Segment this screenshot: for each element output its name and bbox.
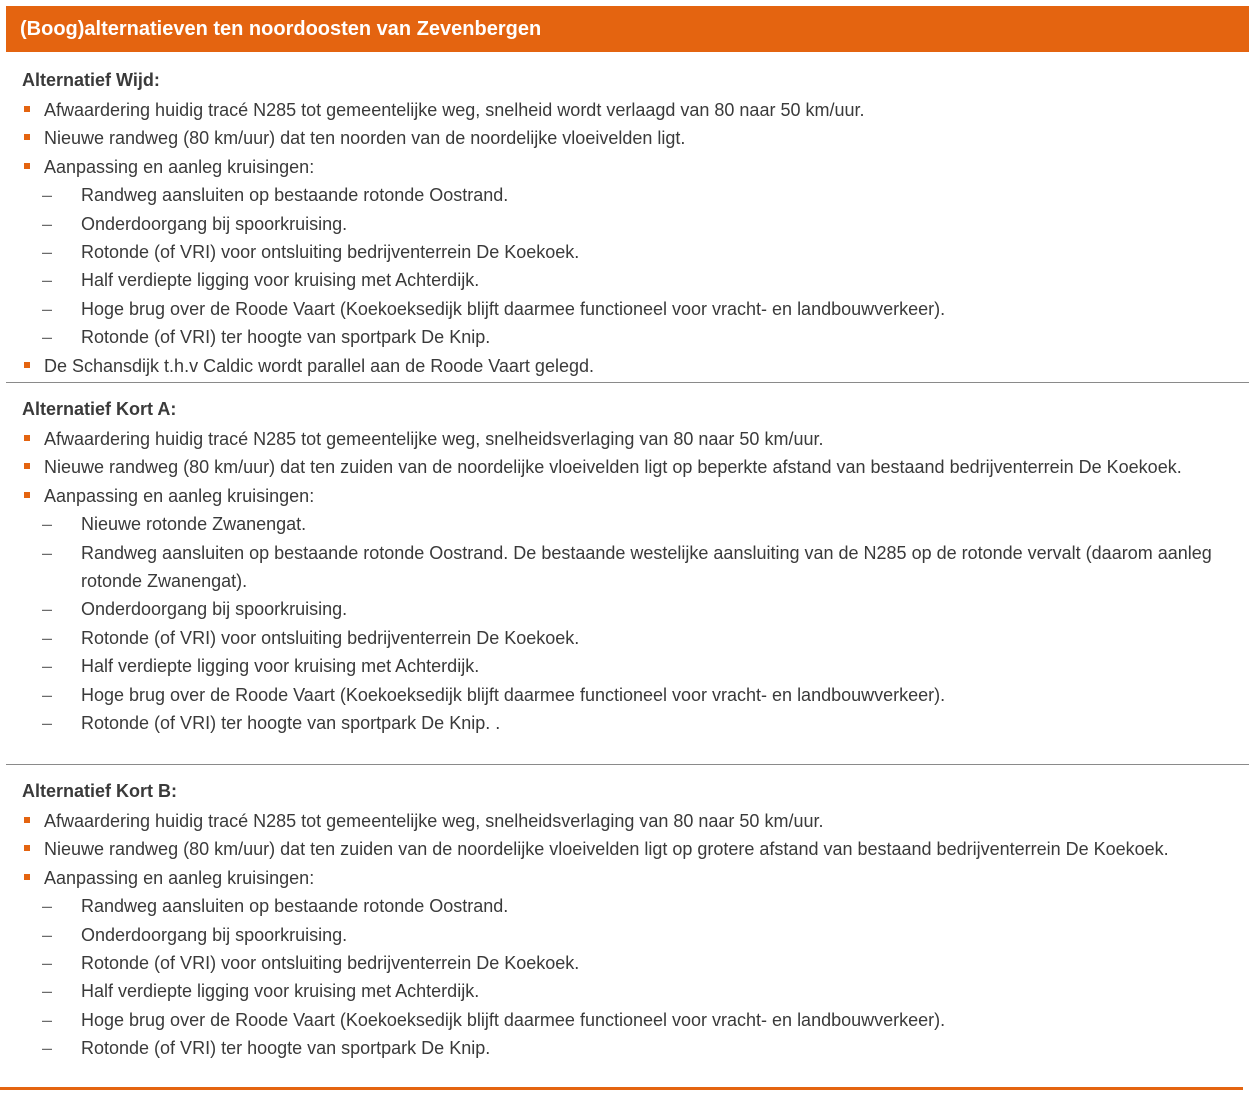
sub-list-item: – Onderdoorgang bij spoorkruising. [22, 595, 1249, 623]
sub-list-item: – Rotonde (of VRI) voor ontsluiting bedrijventerrein De Koekoek. [22, 238, 1249, 266]
sub-list-item: – Nieuwe rotonde Zwanengat. [22, 510, 1249, 538]
sub-list-item: – Half verdiepte ligging voor kruising met Achterdijk. [22, 266, 1249, 294]
item-list [22, 96, 1249, 380]
document-table [6, 6, 1249, 1088]
sub-list-item: – Hoge brug over de Roode Vaart (Koekoeksedijk blijft daarmee functioneel voor vracht- en landbouwverkeer). [22, 681, 1249, 709]
sub-list-item: – Hoge brug over de Roode Vaart (Koekoeksedijk blijft daarmee functioneel voor vracht- en landbouwverkeer). [22, 1006, 1249, 1034]
section-title: Alternatief Kort A: [22, 399, 177, 419]
list-item: Aanpassing en aanleg kruisingen: [22, 864, 1249, 892]
list-item: Afwaardering huidig tracé N285 tot gemeentelijke weg, snelheidsverlaging van 80 naar 50 km/uur. [22, 425, 1249, 453]
list-item: Nieuwe randweg (80 km/uur) dat ten noorden van de noordelijke vloeivelden ligt. [22, 124, 1249, 152]
section-alternatief-kort-b [6, 764, 1249, 1088]
list-item: Aanpassing en aanleg kruisingen: [22, 482, 1249, 510]
sub-list-item: – Rotonde (of VRI) voor ontsluiting bedrijventerrein De Koekoek. [22, 624, 1249, 652]
list-item: Afwaardering huidig tracé N285 tot gemeentelijke weg, snelheidsverlaging van 80 naar 50 km/uur. [22, 807, 1249, 835]
sub-list-item: – Half verdiepte ligging voor kruising met Achterdijk. [22, 652, 1249, 680]
sub-list-item: – Rotonde (of VRI) voor ontsluiting bedrijventerrein De Koekoek. [22, 949, 1249, 977]
header-title: (Boog)alternatieven ten noordoosten van Zevenbergen [20, 18, 542, 40]
sub-list-item: – Rotonde (of VRI) ter hoogte van sportpark De Knip. [22, 1034, 1249, 1062]
sub-list-item: – Onderdoorgang bij spoorkruising. [22, 921, 1249, 949]
sub-list-item: – Rotonde (of VRI) ter hoogte van sportpark De Knip. . [22, 709, 1249, 737]
list-item: Nieuwe randweg (80 km/uur) dat ten zuiden van de noordelijke vloeivelden ligt op grotere afstand van bestaand bedrijventerrein De Koekoek. [22, 835, 1249, 863]
sub-list-item: – Half verdiepte ligging voor kruising met Achterdijk. [22, 977, 1249, 1005]
list-item: Nieuwe randweg (80 km/uur) dat ten zuiden van de noordelijke vloeivelden ligt op beperkte afstand van bestaand bedrijventerrein De Koekoek. [22, 453, 1249, 481]
bottom-divider [0, 1087, 1243, 1090]
section-alternatief-wijd [6, 52, 1249, 382]
list-item: Aanpassing en aanleg kruisingen: [22, 153, 1249, 181]
item-list [22, 425, 1249, 737]
section-title: Alternatief Wijd: [22, 70, 160, 90]
sub-list-item: – Onderdoorgang bij spoorkruising. [22, 210, 1249, 238]
section-alternatief-kort-a [6, 382, 1249, 764]
table-header [6, 6, 1249, 52]
sub-list-item: – Rotonde (of VRI) ter hoogte van sportpark De Knip. [22, 323, 1249, 351]
item-list [22, 807, 1249, 1063]
sub-list-item: – Hoge brug over de Roode Vaart (Koekoeksedijk blijft daarmee functioneel voor vracht- en landbouwverkeer). [22, 295, 1249, 323]
sub-list-item: – Randweg aansluiten op bestaande rotonde Oostrand. [22, 892, 1249, 920]
sub-list-item: – Randweg aansluiten op bestaande rotonde Oostrand. De bestaande westelijke aansluiting van de N285 op de rotonde vervalt (daarom aanleg rotonde Zwanengat). [22, 539, 1249, 596]
list-item: De Schansdijk t.h.v Caldic wordt parallel aan de Roode Vaart gelegd. [22, 352, 1249, 380]
list-item: Afwaardering huidig tracé N285 tot gemeentelijke weg, snelheid wordt verlaagd van 80 naar 50 km/uur. [22, 96, 1249, 124]
sub-list-item: – Randweg aansluiten op bestaande rotonde Oostrand. [22, 181, 1249, 209]
section-title: Alternatief Kort B: [22, 781, 178, 801]
